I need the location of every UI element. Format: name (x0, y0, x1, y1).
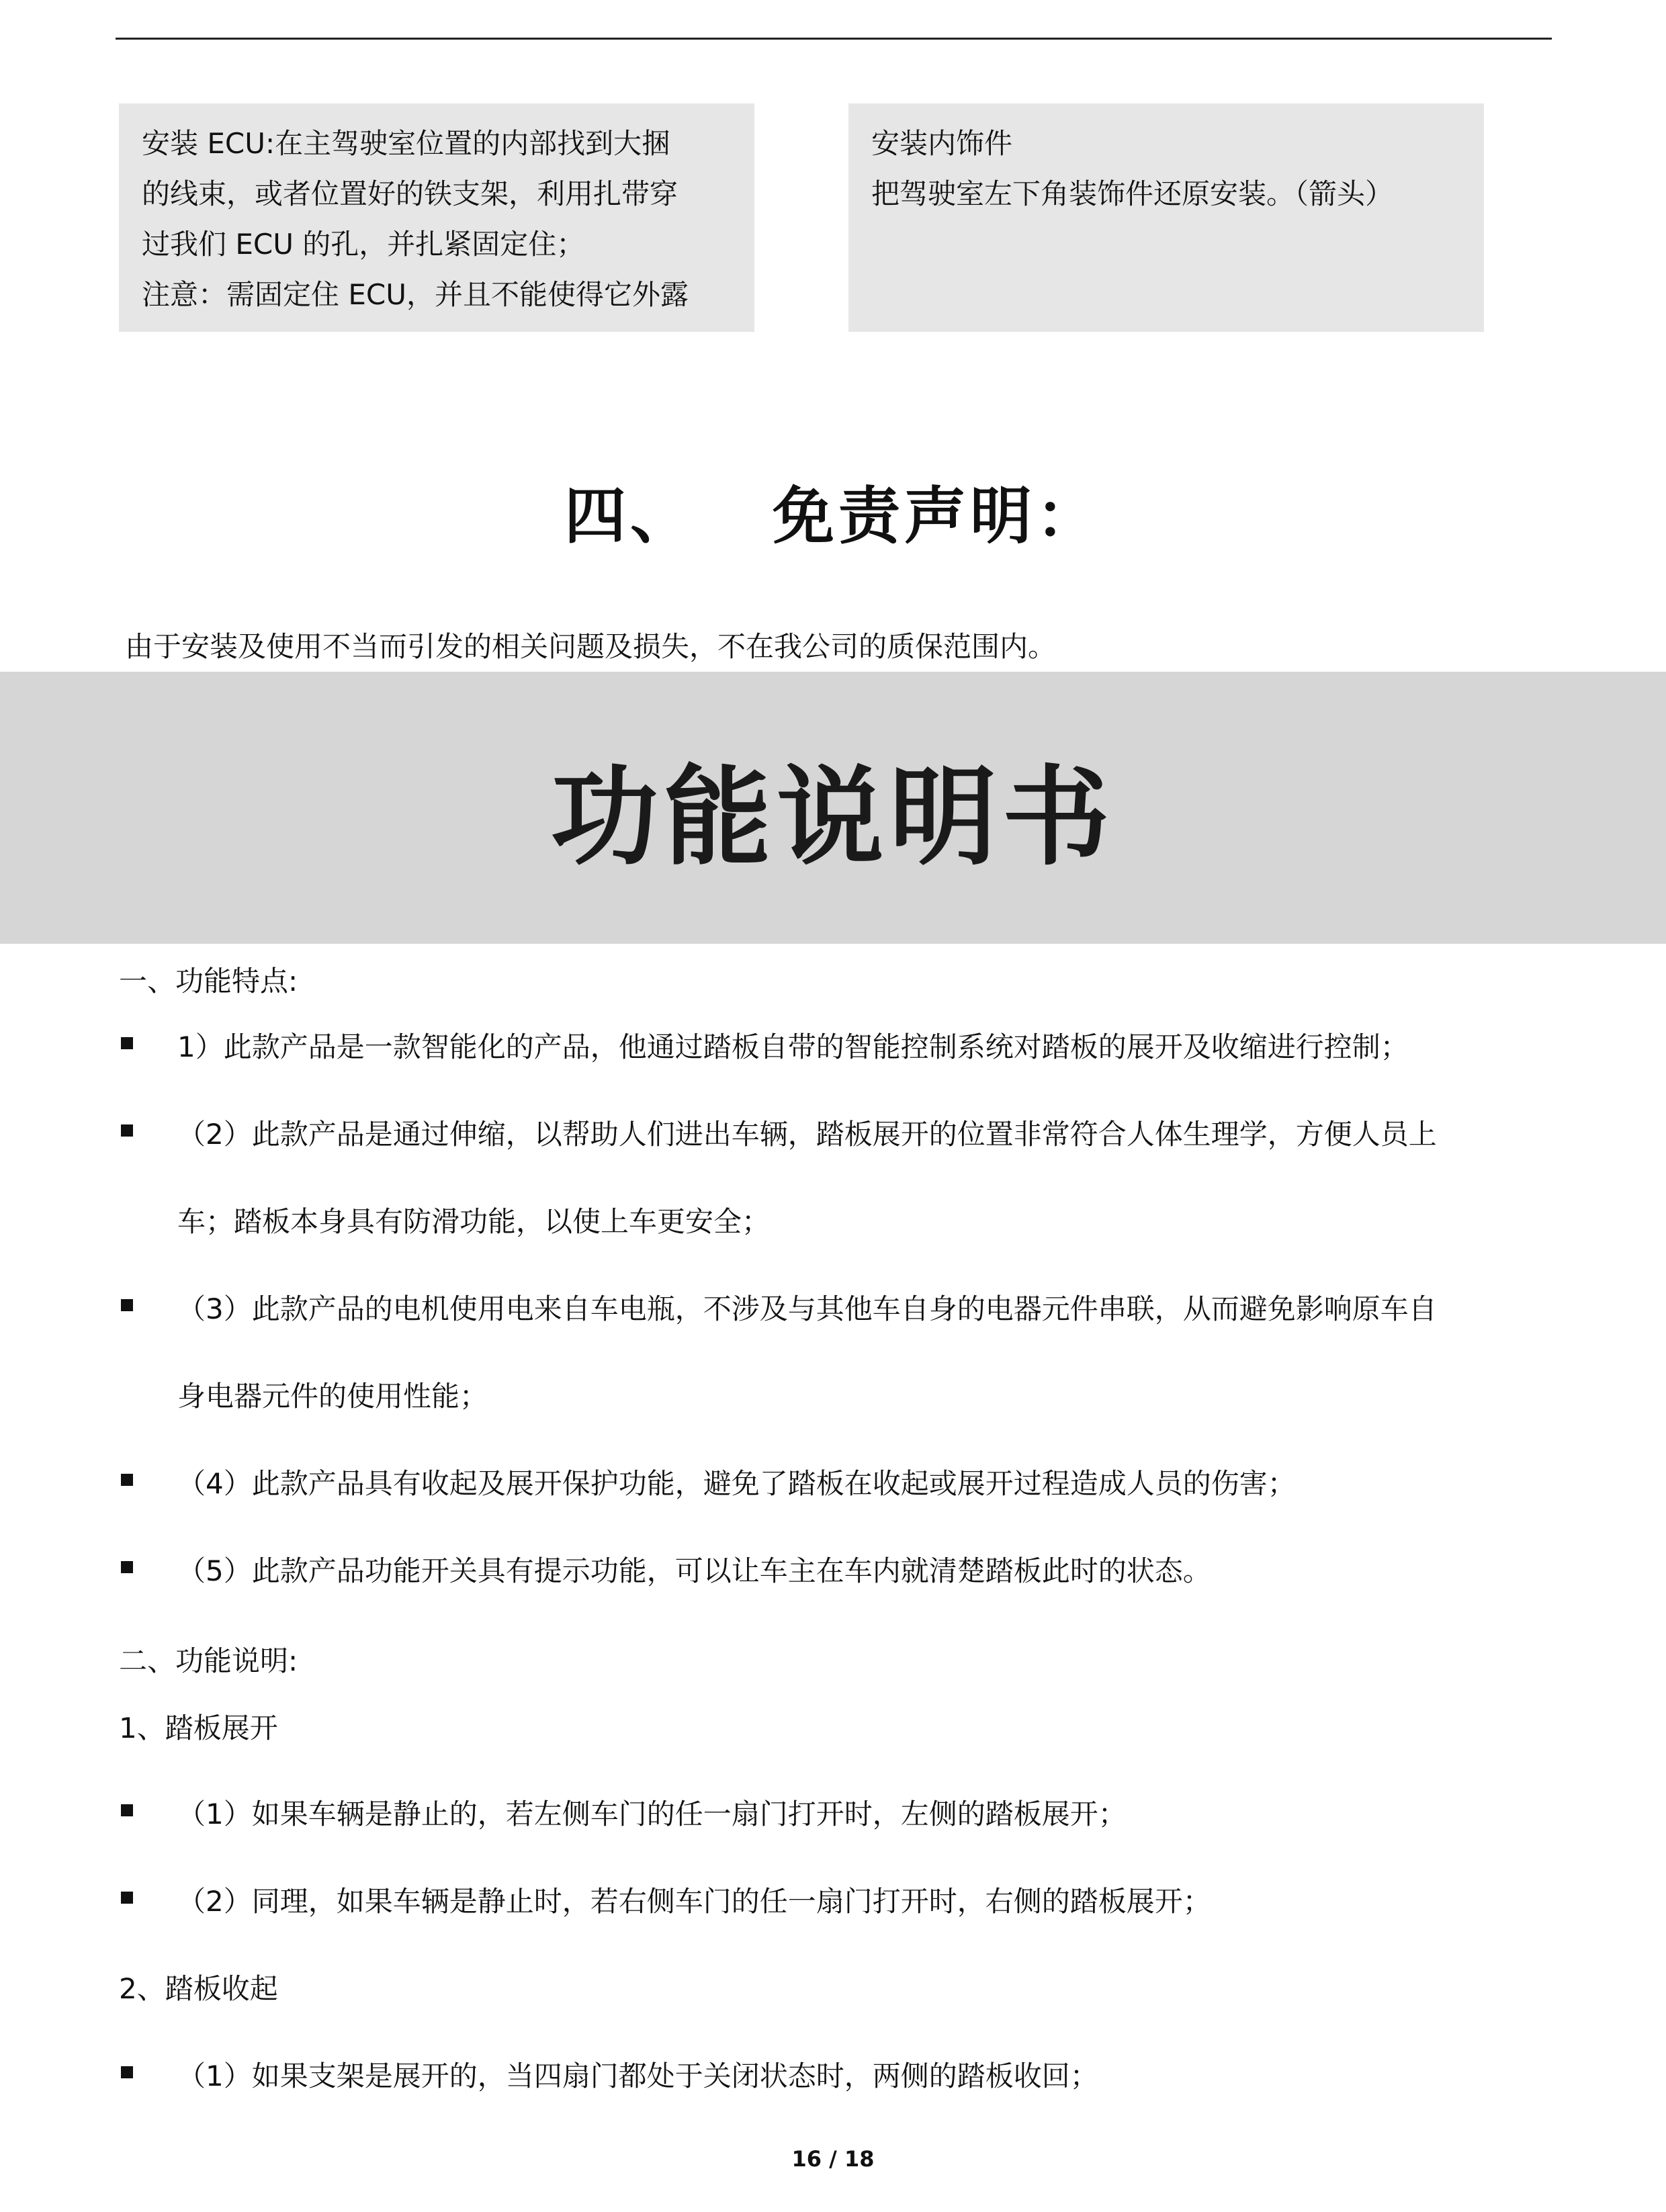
ecu-install-note: 安装 ECU:在主驾驶室位置的内部找到大捆 的线束，或者位置好的铁支架，利用扎带穿 过我们 ECU 的孔，并扎紧固定住； 注意：需固定住 ECU，并且不能使得它外露 (119, 103, 754, 332)
deploy-item-text: （2）同理，如果车辆是静止时，若右侧车门的任一扇门打开时，右侧的踏板展开； (177, 1885, 1211, 1918)
disclaimer-heading: 四、 免责声明： (564, 480, 1102, 552)
disclaimer-text: 由于安装及使用不当而引发的相关问题及损失，不在我公司的质保范围内。 (125, 630, 1057, 663)
square-bullet-icon (121, 1561, 133, 1573)
feature-item-text: （5）此款产品功能开关具有提示功能，可以让车主在车内就清楚踏板此时的状态。 (177, 1554, 1211, 1587)
square-bullet-icon (121, 1299, 133, 1311)
manual-title: 功能说明书 (550, 754, 1115, 880)
square-bullet-icon (121, 1804, 133, 1816)
square-bullet-icon (121, 1037, 133, 1049)
retract-subheading: 2、踏板收起 (119, 1972, 278, 2005)
trim-install-note: 安装内饰件 把驾驶室左下角装饰件还原安装。（箭头） (848, 103, 1484, 332)
page-number: 16 / 18 (791, 2146, 875, 2172)
square-bullet-icon (121, 1892, 133, 1904)
feature-item-text: （2）此款产品是通过伸缩，以帮助人们进出车辆，踏板展开的位置非常符合人体生理学，方便人员上 (177, 1118, 1437, 1151)
function-heading: 二、功能说明: (119, 1644, 298, 1677)
feature-item-continuation: 身电器元件的使用性能； (177, 1380, 488, 1413)
square-bullet-icon (121, 1474, 133, 1486)
feature-item-text: （3）此款产品的电机使用电来自车电瓶，不涉及与其他车自身的电器元件串联，从而避免影响原车自 (177, 1292, 1437, 1325)
deploy-subheading: 1、踏板展开 (119, 1712, 278, 1744)
square-bullet-icon (121, 1124, 133, 1137)
feature-item-text: 1）此款产品是一款智能化的产品，他通过踏板自带的智能控制系统对踏板的展开及收缩进行控制； (177, 1030, 1409, 1063)
deploy-item-text: （1）如果车辆是静止的，若左侧车门的任一扇门打开时，左侧的踏板展开； (177, 1798, 1127, 1830)
feature-item-text: （4）此款产品具有收起及展开保护功能，避免了踏板在收起或展开过程造成人员的伤害； (177, 1467, 1296, 1500)
header-rule (116, 38, 1552, 40)
features-heading: 一、功能特点: (119, 965, 298, 998)
manual-banner (0, 672, 1666, 944)
retract-item-text: （1）如果支架是展开的，当四扇门都处于关闭状态时，两侧的踏板收回； (177, 2060, 1098, 2092)
square-bullet-icon (121, 2066, 133, 2078)
feature-item-continuation: 车；踏板本身具有防滑功能，以使上车更安全； (177, 1205, 771, 1238)
